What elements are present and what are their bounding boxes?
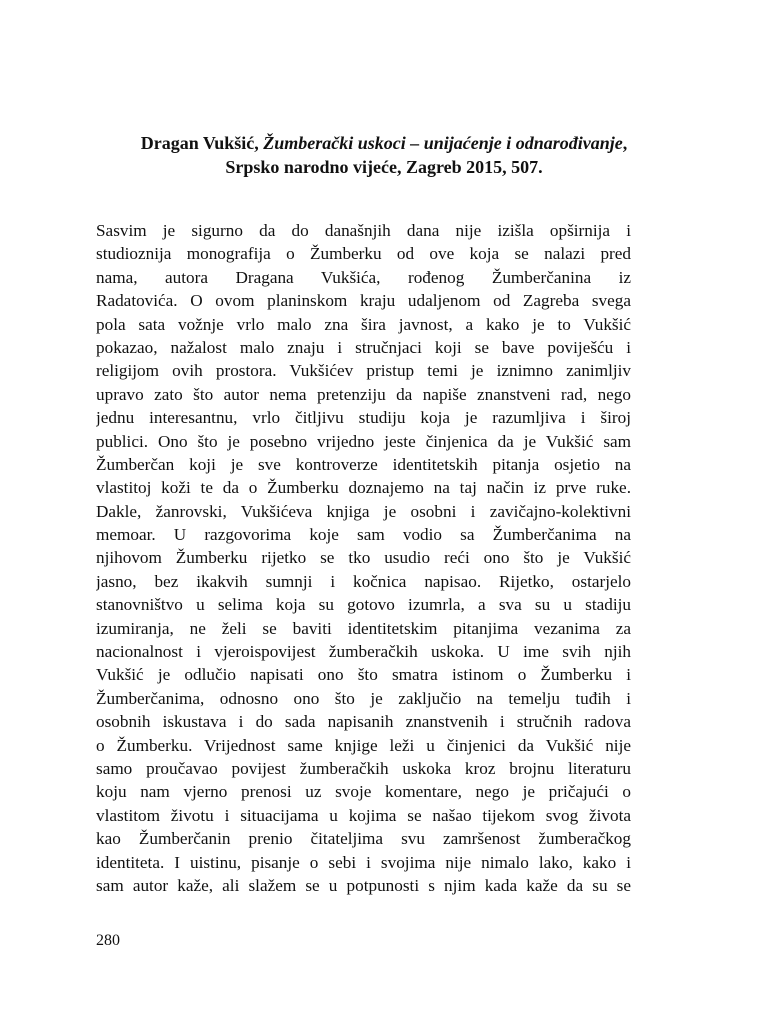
- body-line: Vukšić je odlučio napisati ono što smatra istinom o Žumberku i: [96, 665, 631, 685]
- heading-line-2: Srpsko narodno vijeće, Zagreb 2015, 507.: [225, 157, 543, 177]
- body-line: vlastitoj koži te da o Žumberku doznajemo na taj način iz prve ruke.: [96, 478, 631, 498]
- body-line: vlastitom životu i situacijama u kojima se našao tijekom svog života: [96, 805, 631, 825]
- body-line: Dakle, žanrovski, Vukšićeva knjiga je osobni i zavičajno-kolektivni: [96, 501, 631, 521]
- body-line: memoar. U razgovorima koje sam vodio sa Žumberčanima na: [96, 525, 631, 545]
- review-body-paragraph: [96, 219, 631, 897]
- book-title: Žumberački uskoci – unijaćenje i odnarođivanje: [263, 133, 623, 153]
- body-line: Radatovića. O ovom planinskom kraju udaljenom od Zagreba svega: [96, 291, 631, 311]
- body-line: izumiranja, ne želi se baviti identitetskim pitanjima vezanima za: [96, 618, 631, 638]
- body-line: pola sata vožnje vrlo malo zna šira javnost, a kako je to Vukšić: [96, 314, 631, 334]
- body-line: Žumberčanima, odnosno ono što je zaključio na temelju tuđih i: [96, 688, 631, 708]
- page-number: 280: [96, 932, 120, 949]
- body-line: sam autor kaže, ali slažem se u potpunosti s njim kada kaže da su se: [96, 875, 631, 895]
- body-line: upravo zato što autor nema pretenziju da napiše znanstveni rad, nego: [96, 384, 631, 404]
- review-heading: [60, 131, 708, 179]
- book-author: Dragan Vukšić,: [140, 133, 264, 153]
- body-line: studioznija monografija o Žumberku od ove koja se nalazi pred: [96, 244, 631, 264]
- body-line: Sasvim je sigurno da do današnjih dana nije izišla opširnija i: [96, 221, 631, 240]
- body-line: koju nam vjerno prenosi uz svoje komentare, nego je pričajući o: [96, 782, 631, 802]
- body-line: samo proučavao povijest žumberačkih uskoka kroz brojnu literaturu: [96, 758, 631, 778]
- book-title-tail: ,: [622, 133, 628, 153]
- body-line: nacionalnost i vjeroispovijest žumberačkih uskoka. U ime svih njih: [96, 642, 631, 662]
- body-line: pokazao, nažalost malo znaju i stručnjaci koji se bave poviješću i: [96, 337, 631, 357]
- body-line: nama, autora Dragana Vukšića, rođenog Žumberčanina iz: [96, 267, 631, 287]
- body-line: Žumberčan koji je sve kontroverze identitetskih pitanja osjetio na: [96, 454, 631, 474]
- body-line: stanovništvo u selima koja su gotovo izumrla, a sva su u stadiju: [96, 595, 631, 615]
- body-line: njihovom Žumberku rijetko se tko usudio reći ono što je Vukšić: [96, 548, 631, 568]
- body-line: osobnih iskustava i do sada napisanih znanstvenih i stručnih radova: [96, 712, 631, 732]
- body-line: jednu interesantnu, vrlo čitljivu studiju koja je razumljiva i široj: [96, 408, 631, 428]
- body-line: o Žumberku. Vrijednost same knjige leži u činjenici da Vukšić nije: [96, 735, 631, 755]
- heading-line-1: [60, 131, 708, 155]
- body-line: publici. Ono što je posebno vrijedno jeste činjenica da je Vukšić sam: [96, 431, 631, 451]
- body-line: religijom ovih prostora. Vukšićev pristup temi je iznimno zanimljiv: [96, 361, 631, 381]
- body-line: kao Žumberčanin prenio čitateljima svu zamršenost žumberačkog: [96, 829, 631, 849]
- body-line: identiteta. I uistinu, pisanje o sebi i svojima nije nimalo lako, kako i: [96, 852, 631, 872]
- body-line: jasno, bez ikakvih sumnji i kočnica napisao. Rijetko, ostarjelo: [96, 571, 631, 591]
